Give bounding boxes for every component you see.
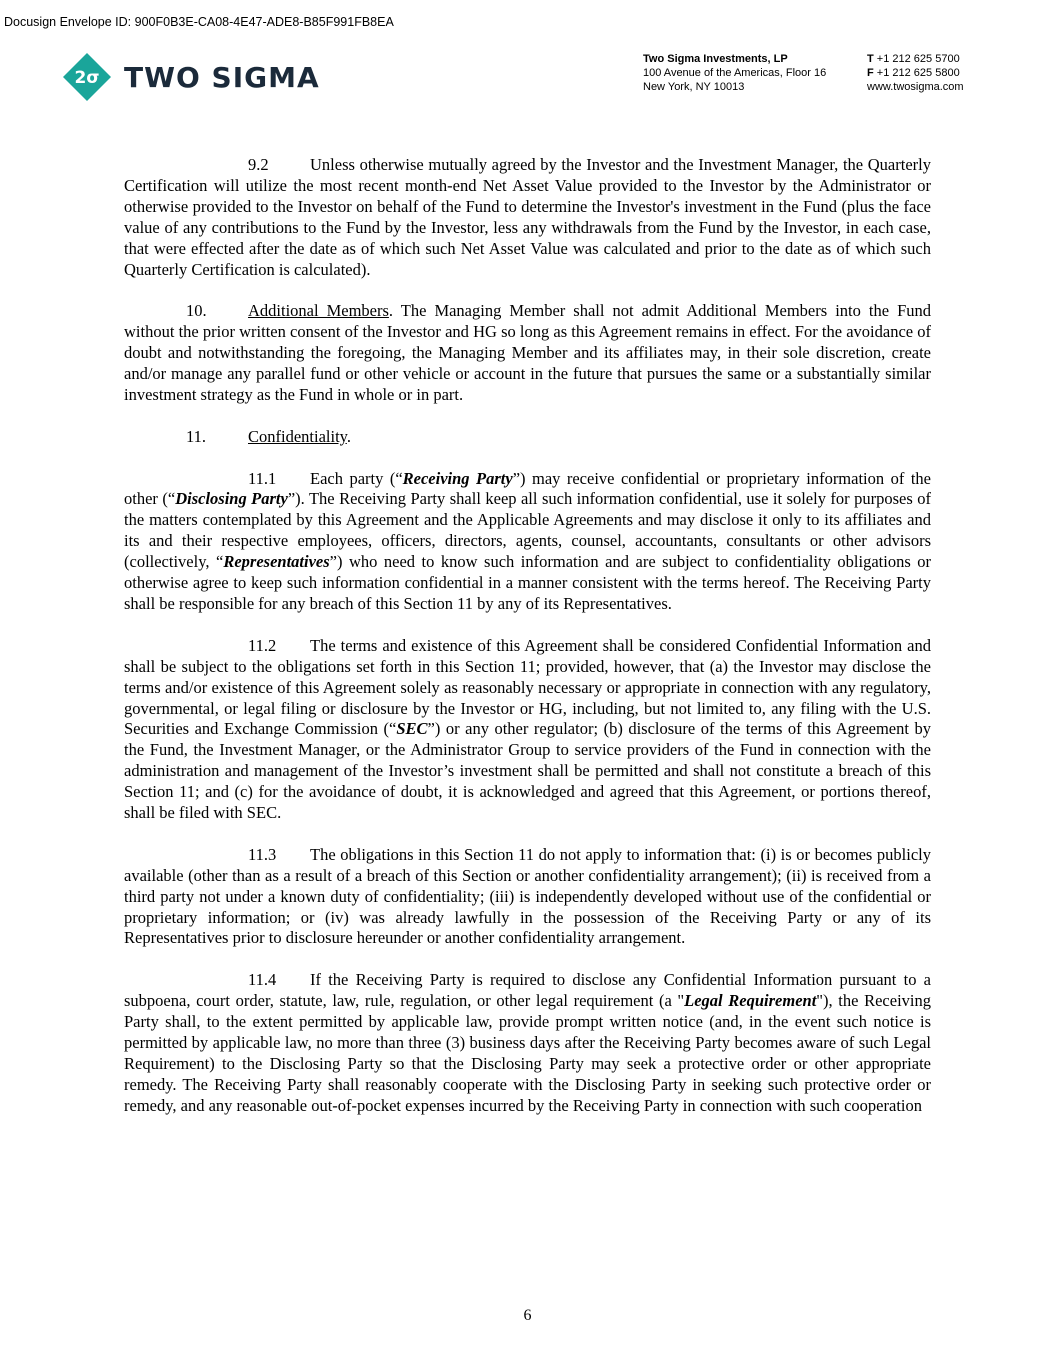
- section-text-2: ”) or any other regulator; (b) disclosure of the terms of this Agreement by the Fund, the Investment Manager, or the Administrator Group to service providers of the Fund in connection with the administration and management of the Investor’s investment shall be permitted and shall not constitute a breach of this Section 11; and (c) for the avoidance of doubt, it is acknowledged and agreed that this Agreement, or portions thereof, shall be filed with SEC.: [124, 719, 931, 823]
- defined-term-representatives: Representatives: [223, 552, 330, 572]
- section-text-1: If the Receiving Party is required to disclose any Confidential Information pursuant to a subpoena, court order, statute, law, rule, regulation, or other legal requirement (a ": [124, 970, 931, 1011]
- section-text-2: "), the Receiving Party shall, to the extent permitted by applicable law, provide prompt written notice (and, in the event such notice is permitted by applicable law, no more than three (3) business days after the Receiving Party becomes aware of such Legal Requirement) to the Disclosing Party so that the Disclosing Party may seek a protective order or other appropriate remedy. The Receiving Party shall reasonably cooperate with the Disclosing Party in seeking such protective order or remedy, and any reasonable out-of-pocket expenses incurred by the Receiving Party in connection with such cooperation: [124, 991, 931, 1115]
- section-number: 9.2: [248, 155, 269, 174]
- two-sigma-logo: [62, 52, 320, 102]
- section-9-2: [124, 155, 931, 280]
- section-text-3: ”). The Receiving Party shall keep all such information confidential, use it solely for purposes of the matters contemplated by this Agreement and the Applicable Agreements and may disclose it only to its affiliates and its and their respective employees, officers, directors, agents, counsel, accountants, consultants or other advisors (collectively, “: [124, 489, 931, 572]
- company-name: Two Sigma Investments, LP: [643, 53, 788, 65]
- phone-label: T: [867, 53, 874, 65]
- fax-line: [867, 66, 964, 80]
- section-10: [124, 301, 931, 406]
- section-text-2: ”) may receive confidential or proprietary information of the other (“: [124, 468, 931, 509]
- section-heading: Additional Members: [248, 301, 389, 321]
- defined-term-legal-requirement: Legal Requirement: [684, 991, 817, 1011]
- company-contact: [867, 52, 964, 94]
- section-text-1: Each party (“: [310, 468, 403, 488]
- section-11-4: [124, 970, 931, 1116]
- address-line-1: 100 Avenue of the Americas, Floor 16: [643, 67, 827, 79]
- website-link[interactable]: www.twosigma.com: [867, 81, 964, 93]
- logo-mark-text: 2σ: [74, 68, 100, 88]
- section-11-1: [124, 469, 931, 615]
- defined-term-disclosing-party: Disclosing Party: [175, 489, 288, 509]
- section-number: 11.3: [248, 844, 277, 864]
- two-sigma-diamond-icon: [62, 52, 112, 102]
- section-text: Unless otherwise mutually agreed by the Investor and the Investment Manager, the Quarterly Certification will utilize the most recent month-end Net Asset Value provided to the Investor by the Administrator or otherwise provided to the Investor on behalf of the Fund to determine the Investor's investment in the Fund (plus the face value of any contributions to the Fund by the Investor, less any withdrawals from the Fund by the Investor, in each case, that were effected after the date as of which such Net Asset Value was calculated and prior to the date as of which such Quarterly Certification is calculated).: [124, 155, 931, 279]
- section-text: The obligations in this Section 11 do not apply to information that: (i) is or becomes publicly available (other than as a result of a breach of this Section or another confidentiality arrangement); (ii) is received from a third party not under a known duty of confidentiality; (iii) is independently developed without use of the confidential or proprietary information; or (iv) was already lawfully in the possession of the Receiving Party or any of its Representatives prior to disclosure hereunder or another confidentiality arrangement.: [124, 844, 931, 948]
- section-number: 11.4: [248, 970, 277, 990]
- page-number: 6: [523, 1307, 532, 1324]
- section-text-1: The terms and existence of this Agreement shall be considered Confidential Information and shall be subject to the obligations set forth in this Section 11; provided, however, that (a) the Investor may disclose the terms and/or existence of this Agreement solely as reasonably necessary or appropriate in connection with any regulatory, governmental, or legal filing or disclosure by the Investor or HG, including, but not limited to, any filing with the U.S. Securities and Exchange Commission (“: [124, 635, 931, 739]
- section-11-3: [124, 845, 931, 950]
- docusign-envelope-id: Docusign Envelope ID: 900F0B3E-CA08-4E47-ADE8-B85F991FB8EA: [4, 15, 394, 29]
- defined-term-receiving-party: Receiving Party: [402, 468, 513, 488]
- section-number: 11.2: [248, 635, 277, 655]
- section-text: . The Managing Member shall not admit Additional Members into the Fund without the prior written consent of the Investor and HG so long as this Agreement remains in effect. For the avoidance of doubt and notwithstanding the foregoing, the Managing Member and its affiliates may, in their sole discretion, create and/or manage any parallel fund or other vehicle or account in the future that pursues the same or a substantially similar investment strategy as the Fund in whole or in part.: [124, 301, 931, 404]
- fax-label: F: [867, 67, 874, 79]
- section-number: 10.: [186, 301, 207, 321]
- address-line-2: New York, NY 10013: [643, 81, 745, 93]
- company-address: [643, 52, 826, 94]
- section-heading: Confidentiality: [248, 426, 347, 446]
- section-text-4: ”) who need to know such information and are subject to confidentiality obligations or otherwise agree to keep such information confidential in a manner consistent with the terms hereof. The Receiving Party shall be responsible for any breach of this Section 11 by any of its Representatives.: [124, 552, 932, 613]
- phone-number: +1 212 625 5700: [876, 53, 960, 65]
- defined-term-sec: SEC: [396, 719, 428, 739]
- document-body: [124, 155, 931, 1137]
- phone-line: [867, 52, 964, 66]
- fax-number: +1 212 625 5800: [876, 67, 960, 79]
- section-number: 11.1: [248, 468, 277, 488]
- logo-text: TWO SIGMA: [124, 60, 320, 94]
- section-heading-trail: .: [346, 426, 351, 446]
- section-11: [124, 427, 931, 448]
- section-number: 11.: [186, 426, 207, 446]
- section-11-2: [124, 636, 931, 824]
